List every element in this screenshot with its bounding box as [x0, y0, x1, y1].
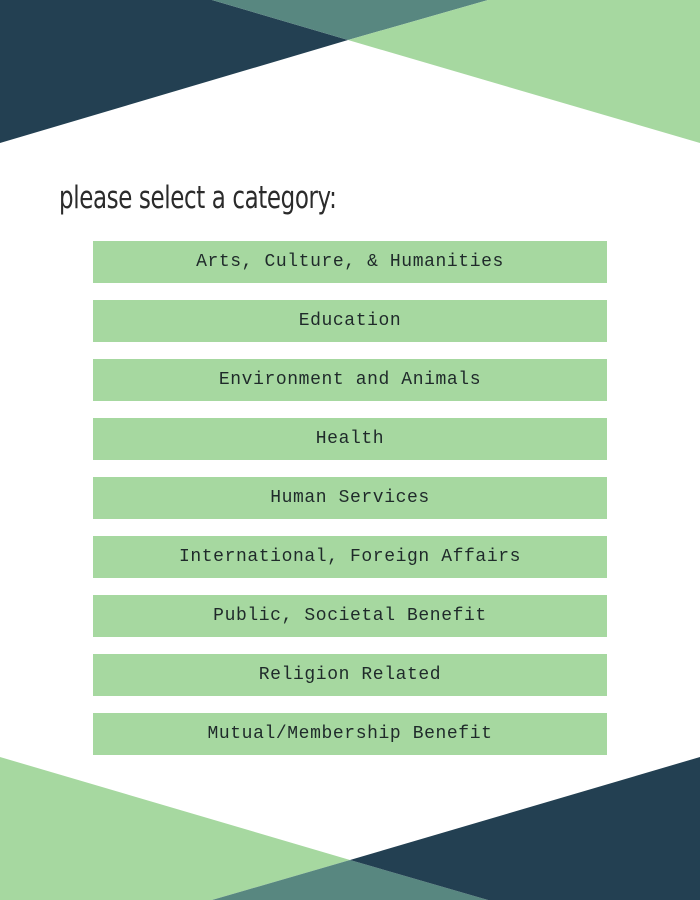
category-button-religion-related[interactable]: Religion Related	[93, 654, 607, 696]
category-list	[93, 241, 607, 772]
category-button-international-foreign-affairs[interactable]: International, Foreign Affairs	[93, 536, 607, 578]
list-item	[93, 300, 607, 342]
list-item	[93, 359, 607, 401]
list-item	[93, 654, 607, 696]
category-button-mutual-membership-benefit[interactable]: Mutual/Membership Benefit	[93, 713, 607, 755]
list-item	[93, 713, 607, 755]
category-button-arts-culture-humanities[interactable]: Arts, Culture, & Humanities	[93, 241, 607, 283]
list-item	[93, 418, 607, 460]
list-item	[93, 241, 607, 283]
list-item	[93, 477, 607, 519]
list-item	[93, 595, 607, 637]
category-button-human-services[interactable]: Human Services	[93, 477, 607, 519]
category-button-education[interactable]: Education	[93, 300, 607, 342]
category-button-public-societal-benefit[interactable]: Public, Societal Benefit	[93, 595, 607, 637]
list-item	[93, 536, 607, 578]
category-button-health[interactable]: Health	[93, 418, 607, 460]
page-title: please select a category:	[59, 180, 337, 216]
category-button-environment-animals[interactable]: Environment and Animals	[93, 359, 607, 401]
